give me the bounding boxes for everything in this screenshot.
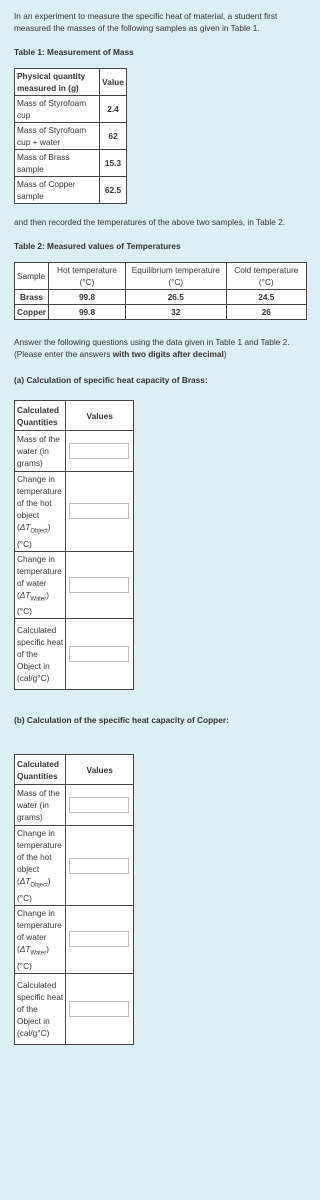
label-post: ) (°C) (17, 943, 49, 971)
calc-value-cell (66, 905, 134, 973)
brass-calculation-table (14, 400, 134, 690)
table-row (15, 973, 134, 1044)
instructions-text (14, 336, 300, 348)
table-row (15, 826, 134, 906)
mass-row-value: 15.3 (100, 150, 127, 177)
table-row (15, 177, 127, 204)
temp-header-cold: Cold temperature (°C) (226, 263, 306, 290)
calc-value-cell (66, 826, 134, 906)
note-prefix: (Please enter the answers (14, 349, 113, 359)
temp-header-sample: Sample (15, 263, 49, 290)
temp-sample: Brass (15, 290, 49, 305)
calc-value-cell (66, 973, 134, 1044)
mass-row-label: Mass of Copper sample (15, 177, 100, 204)
calc-row-label: Calculated specific heat of the Object in (cal/g°C) (15, 973, 66, 1044)
calc-row-label: Calculated specific heat of the Object in (cal/g°C) (15, 619, 66, 690)
table1-caption: Table 1: Measurement of Mass (14, 47, 134, 57)
table-row (15, 96, 127, 123)
calc-header-quantity: Calculated Quantities (15, 755, 66, 785)
label-pre: Change in temperature of water ( (17, 553, 62, 600)
copper-delta-t-object-input[interactable] (69, 858, 129, 874)
temperature-table (14, 262, 307, 320)
calc-row-label (15, 905, 66, 973)
table-row (15, 905, 134, 973)
part-b-title: (b) Calculation of the specific heat capacity of Copper: (14, 715, 229, 726)
table-row (15, 785, 134, 826)
table-row (15, 431, 134, 472)
calc-header-values: Values (66, 401, 134, 431)
calc-value-cell (66, 431, 134, 472)
calc-row-label (15, 826, 66, 906)
temp-cold: 26 (226, 305, 306, 320)
table-row (15, 551, 134, 619)
temp-equilibrium: 32 (125, 305, 226, 320)
delta-subscript: Object (30, 882, 48, 889)
table-row (15, 150, 127, 177)
label-pre: Change in temperature of the hot object ( (17, 828, 62, 887)
intro-text: In an experiment to measure the specific heat of material, a student first measured the masses of the following samples as given in Table 1. (14, 11, 278, 33)
temp-sample: Copper (15, 305, 49, 320)
calc-value-cell (66, 472, 134, 552)
mass-table-header (15, 69, 127, 96)
temp-header-equilibrium: Equilibrium temperature (°C) (125, 263, 226, 290)
calc-row-label: Mass of the water (in grams) (15, 785, 66, 826)
mass-row-value: 62 (100, 123, 127, 150)
copper-mass-water-input[interactable] (69, 797, 129, 813)
calc-row-label (15, 472, 66, 552)
delta-symbol: ΔT (19, 876, 31, 887)
calc-value-cell (66, 619, 134, 690)
calc-value-cell (66, 551, 134, 619)
calc-value-cell (66, 785, 134, 826)
precision-note (14, 348, 300, 360)
mass-row-label: Mass of Styrofoam cup + water (15, 123, 100, 150)
table-row (15, 472, 134, 552)
calc-row-label: Mass of the water (in grams) (15, 431, 66, 472)
table2-caption: Table 2: Measured values of Temperatures (14, 241, 181, 251)
temp-hot: 99.8 (49, 290, 126, 305)
temp-hot: 99.8 (49, 305, 126, 320)
brass-delta-t-object-input[interactable] (69, 503, 129, 519)
label-pre: Change in temperature of water ( (17, 907, 62, 954)
mid-text: and then recorded the temperatures of the above two samples, in Table 2. (14, 217, 286, 227)
note-suffix: ) (223, 349, 227, 359)
mass-row-value: 2.4 (100, 96, 127, 123)
calc-row-label (15, 551, 66, 619)
copper-calculation-table (14, 754, 134, 1044)
mass-row-label: Mass of Styrofoam cup (15, 96, 100, 123)
temp-equilibrium: 26.5 (125, 290, 226, 305)
copper-specific-heat-input[interactable] (69, 1001, 129, 1017)
brass-mass-water-input[interactable] (69, 443, 129, 459)
delta-symbol: ΔT (19, 589, 31, 600)
delta-subscript: Water (30, 596, 47, 603)
temp-cold: 24.5 (226, 290, 306, 305)
brass-delta-t-water-input[interactable] (69, 577, 129, 593)
table-row (15, 123, 127, 150)
delta-symbol: ΔT (19, 943, 31, 954)
table-row (15, 290, 307, 305)
brass-specific-heat-input[interactable] (69, 646, 129, 662)
table-row (15, 619, 134, 690)
label-post: ) (°C) (17, 522, 51, 549)
mass-table-header-value: Value (100, 69, 127, 96)
part-a-title: (a) Calculation of specific heat capacity of Brass: (14, 375, 208, 385)
label-pre: Change in temperature of the hot object ( (17, 474, 62, 532)
delta-subscript: Object (30, 528, 48, 535)
delta-symbol: ΔT (19, 522, 31, 532)
calc-header-quantity: Calculated Quantities (15, 401, 66, 431)
delta-subscript: Water (30, 950, 47, 957)
temp-header-hot: Hot temperature (°C) (49, 263, 126, 290)
note-bold: with two digits after decimal (112, 349, 224, 359)
label-post: ) (°C) (17, 589, 49, 617)
mass-row-value: 62.5 (100, 177, 127, 204)
mass-row-label: Mass of Brass sample (15, 150, 100, 177)
mass-table (14, 68, 127, 204)
mass-table-header-quantity: Physical quantity measured in (g) (15, 69, 100, 96)
calc-header-values: Values (66, 755, 134, 785)
table-row (15, 305, 307, 320)
copper-delta-t-water-input[interactable] (69, 931, 129, 947)
calc-table-header (15, 401, 134, 431)
temperature-table-header (15, 263, 307, 290)
label-post: ) (°C) (17, 876, 51, 903)
calc-table-header (15, 755, 134, 785)
instructions: Answer the following questions using the data given in Table 1 and Table 2. (14, 337, 290, 347)
